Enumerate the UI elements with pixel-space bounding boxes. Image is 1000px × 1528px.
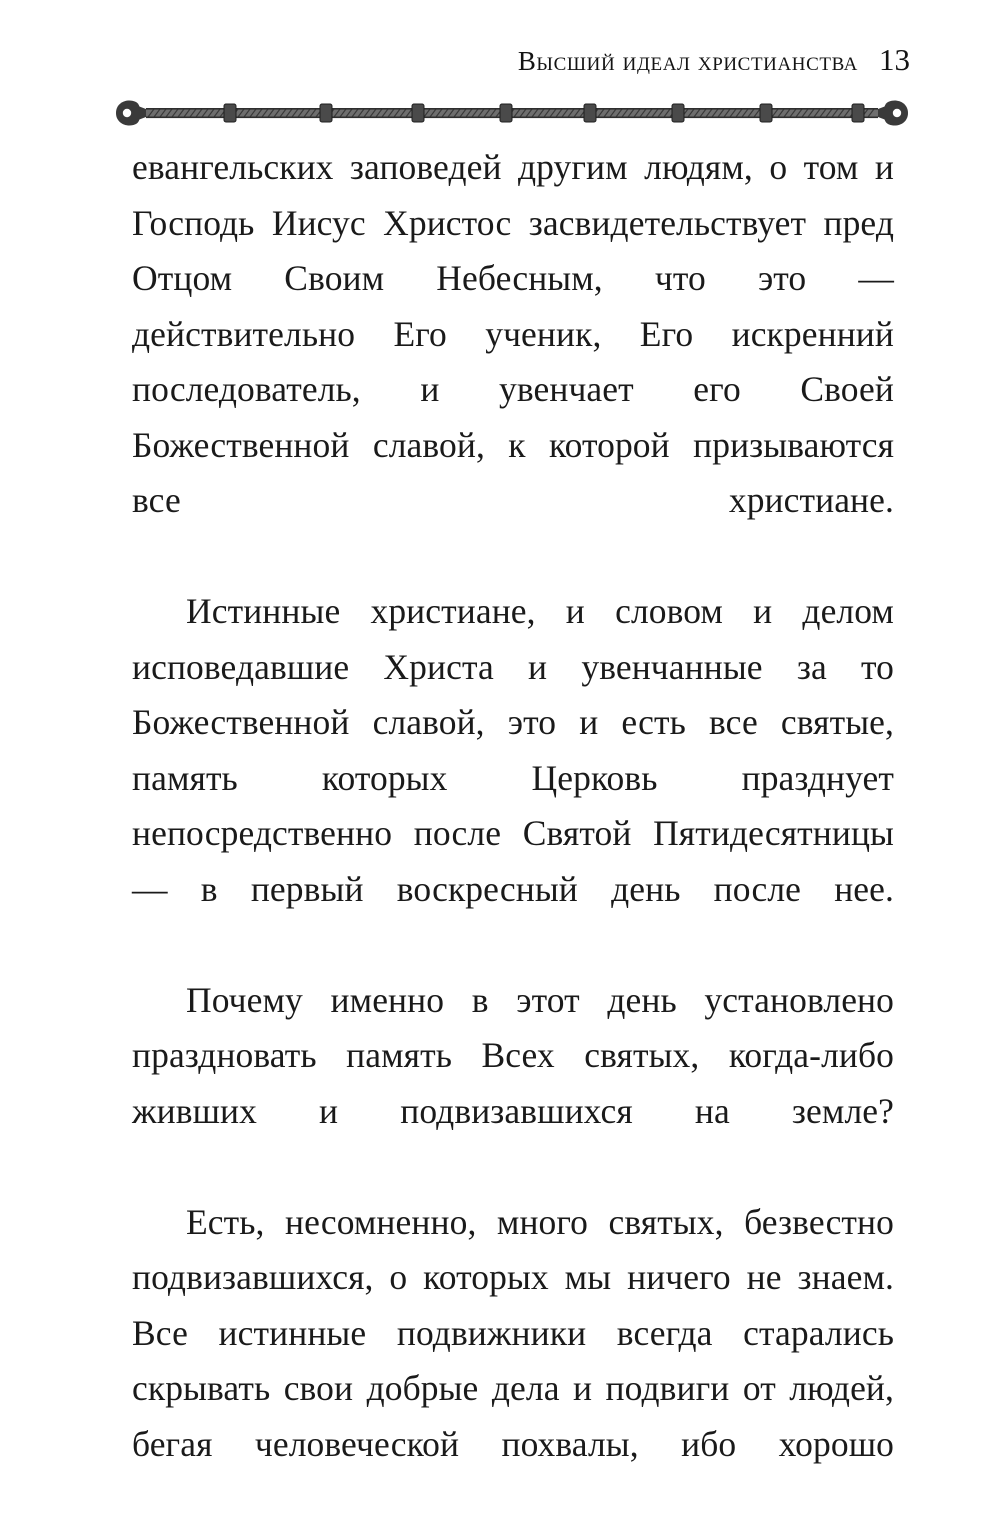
body-text	[132, 140, 894, 1528]
paragraph: Почему именно в этот день установлено праздновать память Всех святых, когда-либо живших и подвизавшихся на земле?	[132, 979, 894, 1131]
ornamental-divider-icon	[112, 96, 912, 130]
paragraph: Истинные христиане, и словом и делом исповедавшие Христа и увенчанные за то Божественной славой, это и есть все святые, память которых Церковь празднует непосредственно после Святой Пятидесятницы — в первый воскресный день после нее.	[132, 591, 894, 909]
paragraph: евангельских заповедей другим людям, о том и Господь Иисус Христос засвидетельствует пред Отцом Своим Небесным, что это — действительно Его ученик, Его искренний последователь, и увенчает его Своей Божественной славой, к которой призываются все христиане.	[132, 147, 894, 520]
running-head	[120, 42, 910, 78]
running-head-title: Высший идеал христианства	[517, 46, 858, 76]
page-number: 13	[879, 42, 910, 77]
paragraph: Есть, несомненно, много святых, безвестно подвизавшихся, о которых мы ничего не знаем. Все истинные подвижники всегда старались скрывать свои добрые дела и подвиги от людей, бегая человеческой похвалы, ибо хорошо	[132, 1201, 894, 1464]
